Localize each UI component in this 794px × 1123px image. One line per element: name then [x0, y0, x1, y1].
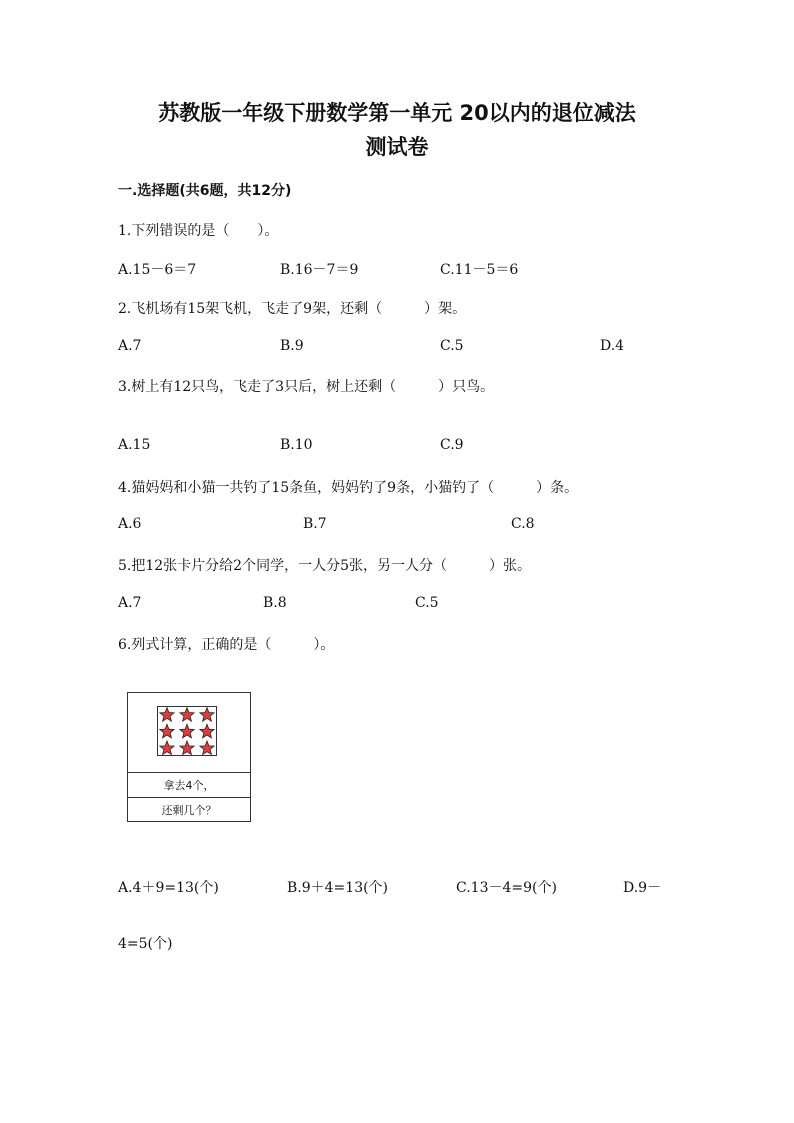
question-2-stem: 2.飞机场有15架飞机，飞走了9架，还剩（ ）架。: [118, 301, 467, 317]
question-4-option-c[interactable]: C.8: [511, 516, 535, 532]
question-1-option-c[interactable]: C.11－5＝6: [440, 262, 519, 278]
question-2-option-d[interactable]: D.4: [600, 338, 625, 354]
section-heading: 一.选择题(共6题，共12分): [118, 183, 292, 199]
page-title-line2: 测试卷: [365, 135, 429, 159]
star-icon: [200, 741, 214, 755]
star-icon: [180, 741, 194, 755]
star-icon: [180, 724, 194, 738]
question-6-option-c[interactable]: C.13－4=9(个): [456, 880, 557, 896]
star-grid: [157, 706, 217, 756]
question-5-stem: 5.把12张卡片分给2个同学，一人分5张，另一人分（ ）张。: [118, 558, 531, 574]
star-figure-panel: [128, 693, 250, 773]
question-2-option-a[interactable]: A.7: [118, 338, 142, 354]
star-icon: [160, 724, 174, 738]
question-6-stem: 6.列式计算，正确的是（ ）。: [118, 637, 335, 653]
question-3-option-c[interactable]: C.9: [440, 437, 464, 453]
question-5-option-c[interactable]: C.5: [415, 595, 439, 611]
question-2-option-b[interactable]: B.9: [280, 338, 304, 354]
question-1-option-a[interactable]: A.15－6＝7: [118, 262, 197, 278]
star-icon: [160, 741, 174, 755]
question-6-option-d[interactable]: D.9－: [623, 880, 662, 896]
question-4-stem: 4.猫妈妈和小猫一共钓了15条鱼，妈妈钓了9条，小猫钓了（ ）条。: [118, 480, 579, 496]
question-1-option-b[interactable]: B.16－7＝9: [280, 262, 359, 278]
star-icon: [200, 708, 214, 722]
figure-caption-remaining: 还剩几个？: [161, 804, 217, 817]
question-6-option-a[interactable]: A.4＋9=13(个): [118, 880, 219, 896]
page-title-line1: 苏教版一年级下册数学第一单元 20以内的退位减法: [158, 101, 636, 125]
question-4-option-b[interactable]: B.7: [303, 516, 327, 532]
star-figure: [127, 692, 251, 822]
question-1-stem: 1.下列错误的是（ ）。: [118, 223, 279, 239]
star-icon: [200, 724, 214, 738]
star-icon: [180, 708, 194, 722]
figure-caption-take-away: 拿去4个，: [128, 773, 250, 798]
question-2-option-c[interactable]: C.5: [440, 338, 464, 354]
question-5-option-b[interactable]: B.8: [263, 595, 287, 611]
question-4-option-a[interactable]: A.6: [118, 516, 142, 532]
question-3-option-a[interactable]: A.15: [118, 437, 151, 453]
question-5-option-a[interactable]: A.7: [118, 595, 142, 611]
question-3-option-b[interactable]: B.10: [280, 437, 313, 453]
question-6-option-b[interactable]: B.9＋4=13(个): [287, 880, 389, 896]
question-3-stem: 3.树上有12只鸟，飞走了3只后，树上还剩（ ）只鸟。: [118, 379, 495, 395]
star-icon: [160, 708, 174, 722]
question-6-option-d-continuation: 4=5(个): [118, 936, 173, 952]
